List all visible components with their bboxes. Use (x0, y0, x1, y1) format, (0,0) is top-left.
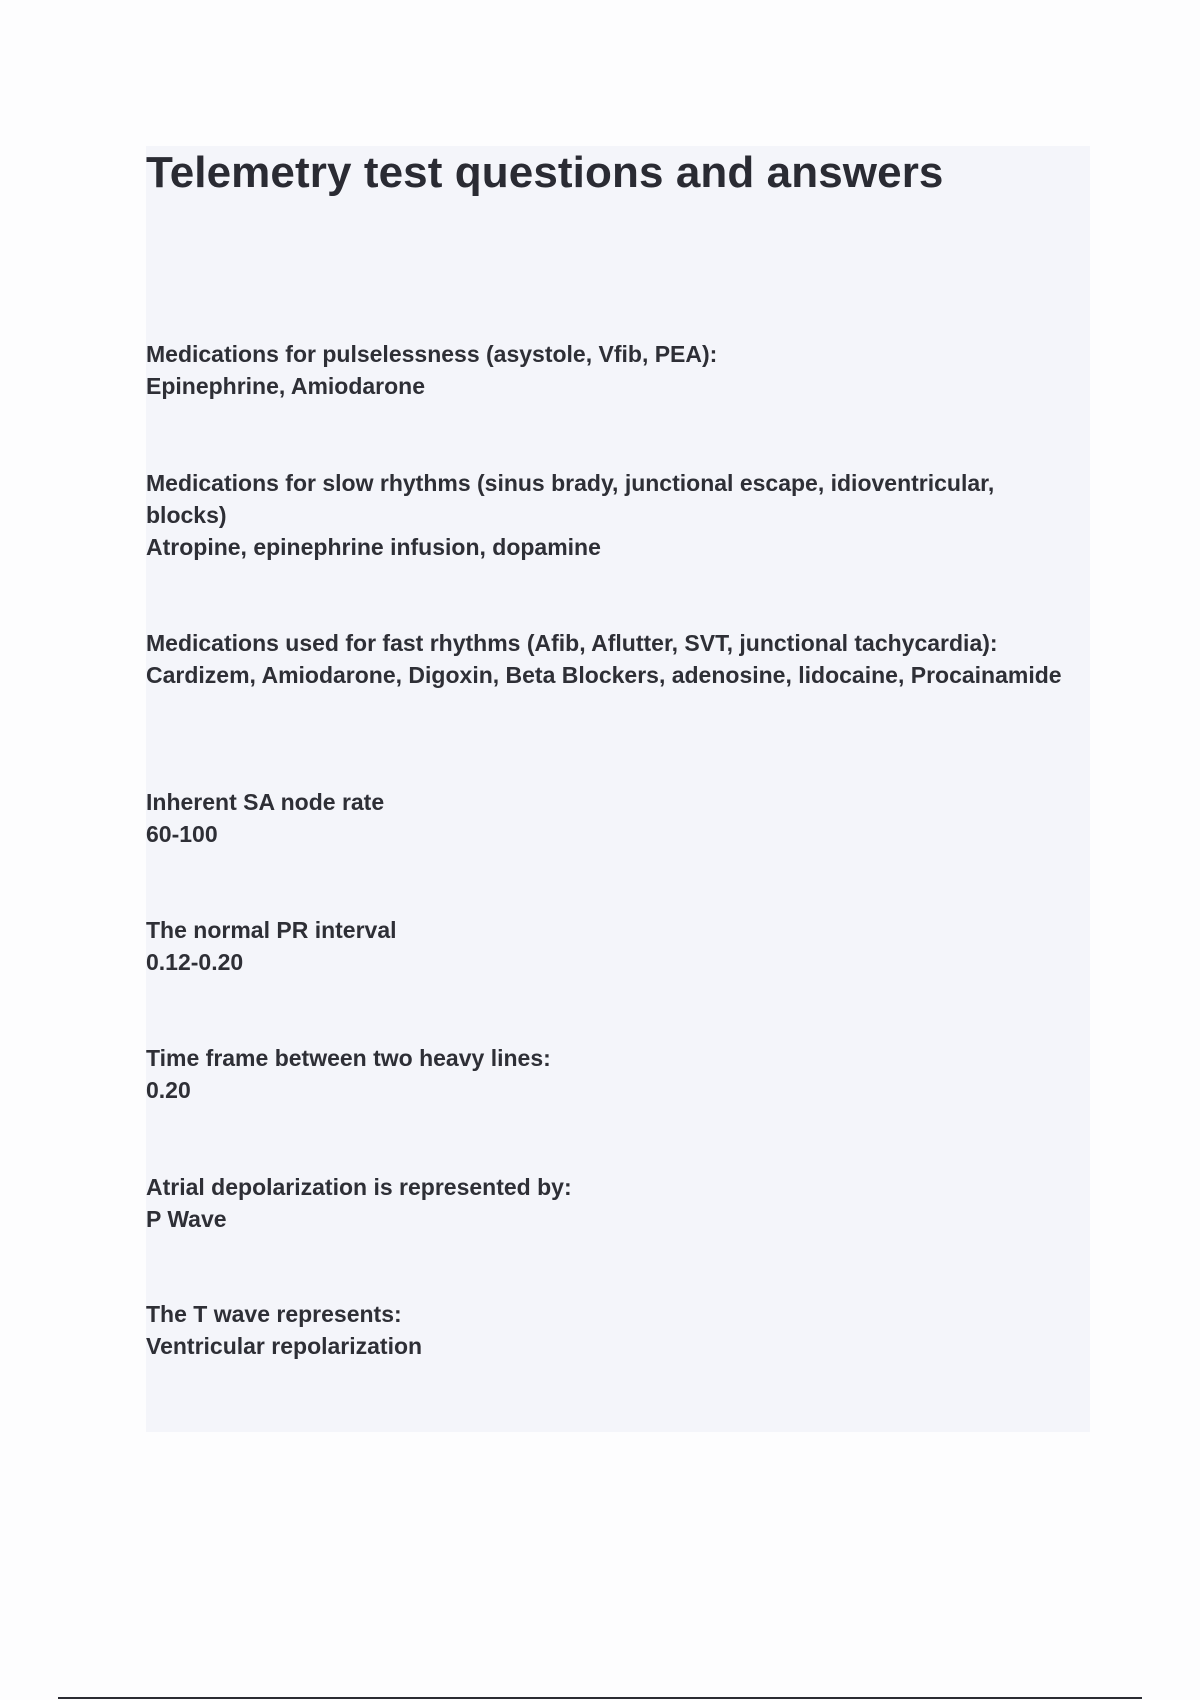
qa-item-heavy-lines (146, 1042, 1066, 1106)
question-text: Inherent SA node rate (146, 789, 385, 815)
question-text: The T wave represents: (146, 1301, 402, 1327)
answer-text: P Wave (146, 1206, 227, 1232)
question-text: Medications for pulselessness (asystole, Vfib, PEA): (146, 341, 718, 367)
qa-item-slow-rhythms (146, 467, 1066, 563)
page-title: Telemetry test questions and answers (146, 148, 944, 197)
question-text: The normal PR interval (146, 917, 397, 943)
question-text: Medications for slow rhythms (sinus brady, junctional escape, idioventricular, blocks) (146, 470, 995, 528)
answer-text: 0.20 (146, 1077, 191, 1103)
answer-text: Atropine, epinephrine infusion, dopamine (146, 534, 601, 560)
question-text: Time frame between two heavy lines: (146, 1045, 551, 1071)
footer-divider (58, 1697, 1142, 1699)
answer-text: 0.12-0.20 (146, 949, 244, 975)
answer-text: 60-100 (146, 821, 218, 847)
question-text: Atrial depolarization is represented by: (146, 1174, 572, 1200)
answer-text: Cardizem, Amiodarone, Digoxin, Beta Blockers, adenosine, lidocaine, Procainamide (146, 662, 1062, 688)
answer-text: Ventricular repolarization (146, 1333, 423, 1359)
qa-item-atrial-depolarization (146, 1171, 1066, 1235)
question-text: Medications used for fast rhythms (Afib, Aflutter, SVT, junctional tachycardia): (146, 630, 998, 656)
qa-item-pulselessness (146, 338, 1066, 402)
qa-item-sa-node-rate (146, 786, 1066, 850)
qa-item-fast-rhythms (146, 627, 1066, 691)
answer-text: Epinephrine, Amiodarone (146, 373, 426, 399)
qa-item-pr-interval (146, 914, 1066, 978)
qa-item-t-wave (146, 1298, 1066, 1362)
